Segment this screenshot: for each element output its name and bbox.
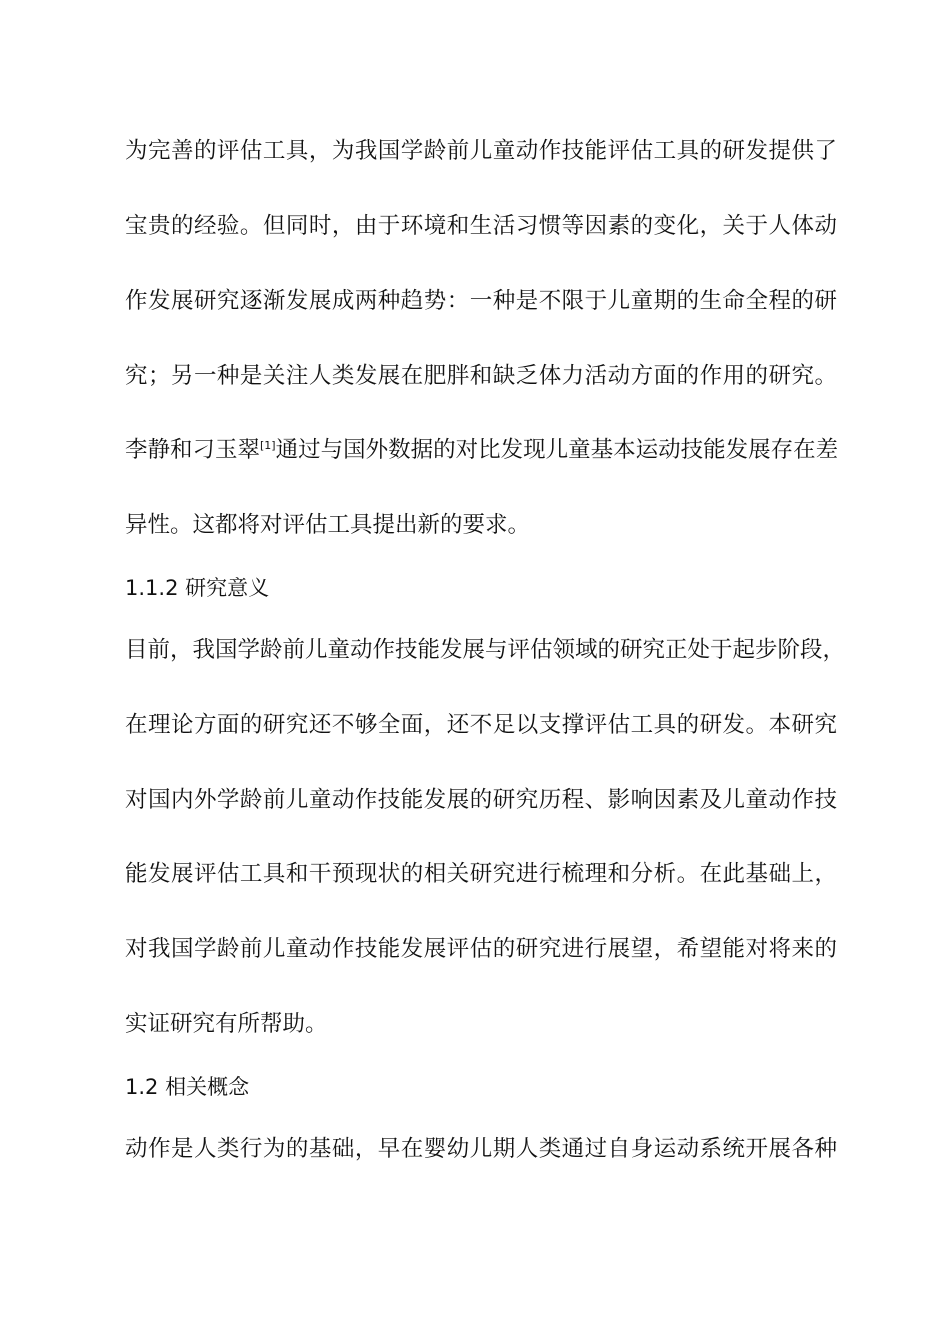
paragraph-line: 宝贵的经验。但同时，由于环境和生活习惯等因素的变化，关于人体动 [125, 213, 837, 239]
paragraph-line: 究；另一种是关注人类发展在肥胖和缺乏体力活动方面的作用的研究。 [125, 363, 837, 389]
paragraph-line-with-citation [125, 435, 837, 465]
paragraph-line: 对我国学龄前儿童动作技能发展评估的研究进行展望，希望能对将来的 [125, 936, 837, 962]
paragraph-line: 在理论方面的研究还不够全面，还不足以支撑评估工具的研发。本研究 [125, 712, 837, 738]
paragraph-line: 能发展评估工具和干预现状的相关研究进行梳理和分析。在此基础上， [125, 861, 837, 887]
citation-authors: 李静和刁玉翠 [125, 437, 261, 463]
section-heading-1-2: 1.2 相关概念 [125, 1075, 250, 1099]
citation-ref[interactable]: [1] [260, 439, 276, 452]
paragraph-line: 对国内外学龄前儿童动作技能发展的研究历程、影响因素及儿童动作技 [125, 787, 837, 813]
paragraph-line: 实证研究有所帮助。 [125, 1011, 328, 1037]
paragraph-line: 异性。这都将对评估工具提出新的要求。 [125, 512, 531, 538]
paragraph-line: 动作是人类行为的基础，早在婴幼儿期人类通过自身运动系统开展各种 [125, 1136, 837, 1162]
citation-text: 通过与国外数据的对比发现儿童基本运动技能发展存在差 [275, 437, 839, 463]
paragraph-line: 目前，我国学龄前儿童动作技能发展与评估领域的研究正处于起步阶段， [125, 637, 846, 663]
paragraph-line: 作发展研究逐渐发展成两种趋势：一种是不限于儿童期的生命全程的研 [125, 288, 837, 314]
section-heading-1-1-2: 1.1.2 研究意义 [125, 576, 270, 600]
paragraph-line: 为完善的评估工具，为我国学龄前儿童动作技能评估工具的研发提供了 [125, 138, 837, 164]
